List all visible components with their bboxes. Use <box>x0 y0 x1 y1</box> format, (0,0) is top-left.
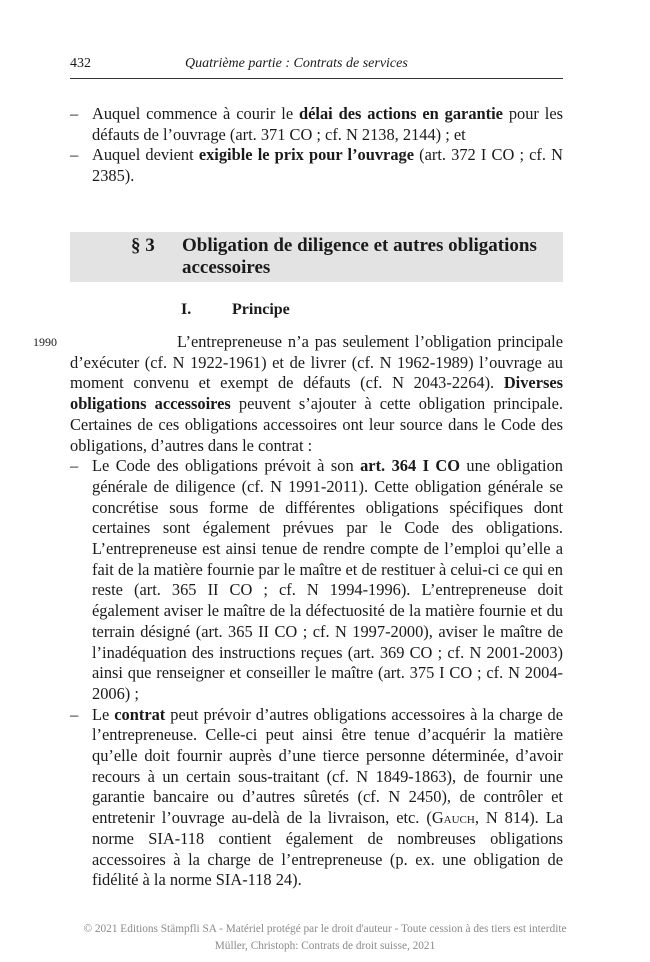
bold-term: contrat <box>114 704 166 724</box>
dash-bullet: – <box>70 145 79 165</box>
list-item <box>70 705 563 891</box>
paragraph-text: L’entrepreneuse n’a pas seulement l’obligation principale d’exécuter (cf. N 1922-1961) et de livrer (cf. N 1962-1989) l’ouvrage au moment convenu et exempt de défauts (cf. N 2043-2264). <box>70 332 563 393</box>
list-text: pour les défauts de l’ouvrage (art. 371 CO ; cf. N 2138, 2144) ; et <box>92 104 564 144</box>
section-title: Obligation de diligence et autres obligations accessoires <box>182 235 537 278</box>
list-text: Auquel commence à courir le <box>92 104 300 123</box>
paragraph <box>70 332 563 456</box>
subsection-number: I. <box>181 301 192 318</box>
dash-bullet: – <box>70 104 79 123</box>
paragraph-text: peuvent s’ajouter à cette obligation principale. Certaines de ces obligations accessoires ont leur source dans le Code des obligations, d’autres dans le contrat : <box>70 394 563 455</box>
list-item <box>70 145 563 186</box>
list-item <box>70 456 563 704</box>
citation-line: Müller, Christoph: Contrats de droit suisse, 2021 <box>214 940 436 952</box>
section-number: § 3 <box>131 235 155 256</box>
list-text: peut prévoir d’autres obligations accessoires à la charge de l’entrepreneuse. Celle-ci peut ainsi être tenue d’acquérir la matière qu’elle doit fournir auprès d’une tierce personne déterminée, d’avoir recours à un certain sous-traitant (cf. N 1849-1863), de fournir une garantie bancaire ou d’autres sûretés (cf. N 2450), de contrôler et entretenir l’ouvrage au-delà de la livraison, etc. ( <box>92 704 564 828</box>
list-text: Le Code des obligations prévoit à son <box>92 456 361 476</box>
author-name: Gauch <box>431 808 475 828</box>
bold-term: art. 364 I CO <box>360 456 460 476</box>
page-number: 432 <box>70 56 91 71</box>
bold-term: exigible le prix pour l’ouvrage <box>198 145 414 165</box>
list-text: (art. 372 I CO ; cf. N 2385). <box>92 145 563 186</box>
list-text: Auquel devient <box>92 145 199 165</box>
list-text: une obligation générale de diligence (cf. N 1991-2011). Cette obligation générale se concrétise sous forme de différentes obligations spécifiques dont certaines sont également prévues par le Code des obligations. L’entrepreneuse est ainsi tenue de rendre compte de l’emploi qu’elle a fait de la matière fournie par le maître et de restituer à celui-ci ce qui en reste (art. 365 II CO ; cf. N 1994-1996). L’entrepreneuse doit également aviser le maître de la défectuosité de la matière fournie et du terrain désigné (art. 365 II CO ; cf. N 1997-2000), aviser le maître de l’inadéquation des instructions reçues (art. 369 CO ; cf. N 2001-2003) ainsi que renseigner et conseiller le maître (art. 375 I CO ; cf. N 2004-2006) ; <box>92 456 564 703</box>
margin-number: 1990 <box>33 335 57 349</box>
bold-term: Diverses obligations accessoires <box>70 373 563 414</box>
bold-term: délai des actions en garantie <box>299 104 503 123</box>
running-header <box>70 56 563 79</box>
list-item <box>70 104 563 145</box>
dash-bullet: – <box>70 704 79 724</box>
copyright-line: © 2021 Editions Stämpfli SA - Matériel protégé par le droit d'auteur - Toute cession à des tiers est interdite <box>83 923 567 935</box>
intro-list <box>70 104 563 187</box>
main-text <box>70 332 563 891</box>
dash-bullet: – <box>70 456 79 476</box>
list-text: , N 814). La norme SIA-118 contient également de nombreuses obligations accessoires à la charge de l’entrepreneuse (p. ex. une obligation de fidélité à la norme SIA-118 24). <box>92 808 564 890</box>
subsection-heading <box>181 301 290 319</box>
section-heading <box>70 232 563 282</box>
copyright-footer <box>0 921 650 955</box>
subsection-title: Principe <box>232 301 290 318</box>
list-text: Le <box>92 704 115 724</box>
running-title: Quatrième partie : Contrats de services <box>185 56 408 71</box>
